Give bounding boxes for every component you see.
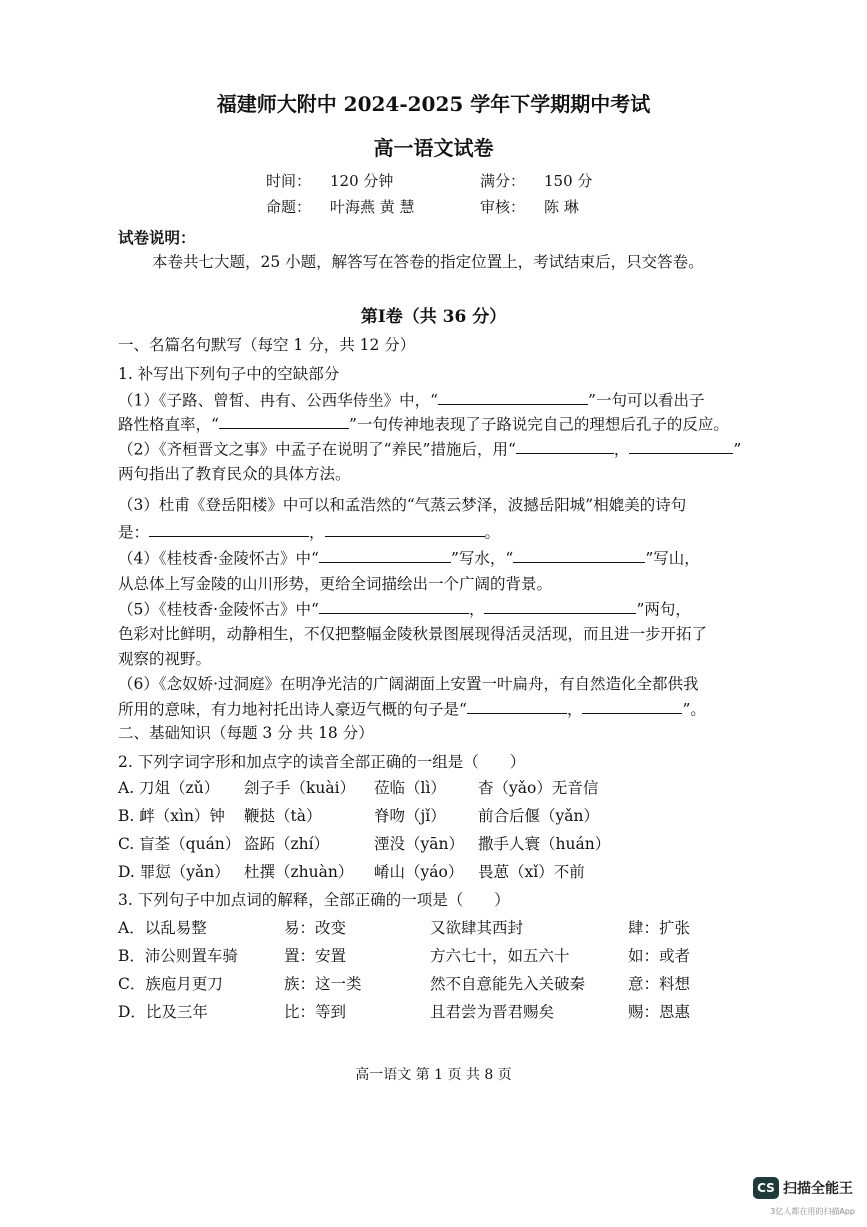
- option-cell: 撒手人寰（huán）: [478, 835, 611, 853]
- q1-6-text-d: ”。: [682, 700, 706, 719]
- option-cell: A. 刀俎（zǔ）: [118, 779, 220, 797]
- option-cell: 易：改变: [284, 919, 347, 937]
- part2-heading: 二、基础知识（每题 3 分 共 18 分）: [118, 724, 374, 742]
- option-cell: A．以乱易整: [118, 919, 207, 937]
- option-cell: 又欲肆其西封: [430, 919, 524, 937]
- watermark-name: 扫描全能王: [783, 1181, 853, 1197]
- option-cell: 然不自意能先入关破秦: [430, 975, 586, 993]
- option-cell: 如：或者: [628, 947, 691, 965]
- reviewer-value: 陈 琳: [544, 198, 579, 216]
- option-cell: 刽子手（kuài）: [244, 779, 356, 797]
- author-value: 叶海燕 黄 慧: [330, 198, 415, 216]
- q1-5-text-a: （5）《桂枝香·金陵怀古》中“: [118, 600, 319, 619]
- q1-5-line3: 观察的视野。: [118, 650, 212, 668]
- answer-blank[interactable]: [484, 597, 636, 614]
- time-label: 时间：: [266, 172, 312, 190]
- option-cell: 脊吻（jǐ）: [374, 807, 446, 825]
- q1-2-text-a: （2）《齐桓晋文之事》中孟子在说明了“养民”措施后，用“: [118, 440, 516, 459]
- option-cell: 意：料想: [628, 975, 691, 993]
- q1-1-text-c: 路性格直率，“: [118, 415, 219, 434]
- option-cell: 畏葸（xǐ）不前: [478, 863, 585, 881]
- q2-stem: 2. 下列字词字形和加点字的读音全部正确的一组是（ ）: [118, 753, 526, 771]
- q1-1-line2: [118, 412, 729, 434]
- q1-2-line1: [118, 437, 741, 459]
- option-cell: 崤山（yáo）: [374, 863, 464, 881]
- q1-4-text-a: （4）《桂枝香·金陵怀古》中“: [118, 549, 319, 568]
- q1-6-text-c: ，: [566, 700, 583, 719]
- q1-2-text-c: ”: [733, 440, 742, 459]
- q1-1-line1: [118, 388, 704, 410]
- q1-6-line2: [118, 697, 706, 719]
- camscanner-logo-icon: CS: [753, 1177, 779, 1199]
- scanner-watermark: [753, 1177, 853, 1199]
- answer-blank[interactable]: [219, 412, 349, 429]
- q1-5-text-c: ”两句，: [636, 600, 691, 619]
- q1-3-line2: [118, 520, 500, 542]
- option-cell: 盗跖（zhí）: [244, 835, 330, 853]
- q1-stem: 1. 补写出下列句子中的空缺部分: [118, 365, 340, 383]
- q1-4-text-c: ”写山，: [645, 549, 700, 568]
- q1-3-line1: （3）杜甫《登岳阳楼》中可以和孟浩然的“气蒸云梦泽，波撼岳阳城”相媲美的诗句: [118, 496, 687, 514]
- time-value: 120 分钟: [330, 172, 394, 190]
- q1-2-line2: 两句指出了教育民众的具体方法。: [118, 465, 351, 483]
- option-cell: C. 盲荃（quán）: [118, 835, 241, 853]
- q1-4-line2: 从总体上写金陵的山川形势，更给全词描绘出一个广阔的背景。: [118, 575, 553, 593]
- option-cell: 且君尝为晋君赐矣: [430, 1003, 555, 1021]
- q1-5-line2: 色彩对比鲜明，动静相生，不仅把整幅金陵秋景图展现得活灵活现，而且进一步开拓了: [118, 625, 708, 643]
- q1-3-text-c: ，: [309, 523, 325, 542]
- q1-5-text-b: ，: [468, 600, 485, 619]
- answer-blank[interactable]: [438, 388, 588, 405]
- exam-subtitle: 高一语文试卷: [373, 136, 494, 160]
- page-footer: 高一语文 第 1 页 共 8 页: [355, 1067, 512, 1083]
- q1-6-text-b: 所用的意味，有力地衬托出诗人豪迈气概的句子是“: [118, 700, 467, 719]
- option-cell: 族：这一类: [284, 975, 362, 993]
- answer-blank[interactable]: [582, 697, 682, 714]
- q3-stem: 3. 下列句子中加点词的解释，全部正确的一项是（ ）: [118, 891, 510, 909]
- option-cell: 莅临（lì）: [374, 779, 446, 797]
- option-cell: D. 罪愆（yǎn）: [118, 863, 230, 881]
- score-value: 150 分: [544, 172, 593, 190]
- option-cell: 杳（yǎo）无音信: [478, 779, 599, 797]
- instructions-heading: 试卷说明：: [118, 228, 196, 247]
- option-cell: 赐：恩惠: [628, 1003, 691, 1021]
- answer-blank[interactable]: [319, 597, 469, 614]
- answer-blank[interactable]: [319, 546, 451, 563]
- q1-3-text-d: 。: [484, 523, 501, 542]
- q1-1-text-d: ”一句传神地表现了子路说完自己的理想后孔子的反应。: [348, 415, 729, 434]
- option-cell: D．比及三年: [118, 1003, 208, 1021]
- q1-2-text-b: ，: [613, 440, 630, 459]
- section-title: 第Ⅰ卷（共 36 分）: [360, 307, 507, 327]
- answer-blank[interactable]: [149, 520, 309, 537]
- option-cell: 湮没（yān）: [374, 835, 464, 853]
- part1-heading: 一、名篇名句默写（每空 1 分，共 12 分）: [118, 336, 416, 354]
- reviewer-label: 审核：: [480, 198, 526, 216]
- option-cell: 比：等到: [284, 1003, 347, 1021]
- watermark-subtitle: 3亿人都在用的扫描App: [770, 1207, 855, 1216]
- exam-title: 福建师大附中 2024-2025 学年下学期期中考试: [216, 92, 651, 116]
- score-label: 满分：: [480, 172, 526, 190]
- option-cell: 置：安置: [284, 947, 347, 965]
- q1-3-text-b: 是：: [118, 523, 150, 542]
- answer-blank[interactable]: [516, 437, 614, 454]
- option-cell: 鞭挞（tà）: [244, 807, 322, 825]
- option-cell: 肆：扩张: [628, 919, 691, 937]
- q1-1-text-a: （1）《子路、曾皙、冉有、公西华侍坐》中，“: [118, 391, 439, 410]
- answer-blank[interactable]: [325, 520, 485, 537]
- q1-4-text-b: ”写水，“: [450, 549, 514, 568]
- option-cell: 方六七十，如五六十: [430, 947, 570, 965]
- q1-6-line1: （6）《念奴娇·过洞庭》在明净光洁的广阔湖面上安置一叶扁舟，有自然造化全都供我: [118, 675, 699, 693]
- q1-1-text-b: ”一句可以看出子: [588, 391, 705, 410]
- answer-blank[interactable]: [629, 437, 733, 454]
- answer-blank[interactable]: [513, 546, 645, 563]
- q1-4-line1: [118, 546, 700, 568]
- option-cell: 前合后偃（yǎn）: [478, 807, 599, 825]
- option-cell: C．族庖月更刀: [118, 975, 223, 993]
- option-cell: 杜撰（zhuàn）: [244, 863, 354, 881]
- option-cell: B．沛公则置车骑: [118, 947, 238, 965]
- option-cell: B. 衅（xìn）钟: [118, 807, 225, 825]
- author-label: 命题：: [266, 198, 312, 216]
- instructions-text: 本卷共七大题，25 小题，解答写在答卷的指定位置上，考试结束后，只交答卷。: [152, 253, 704, 271]
- q1-5-line1: [118, 597, 691, 619]
- answer-blank[interactable]: [467, 697, 567, 714]
